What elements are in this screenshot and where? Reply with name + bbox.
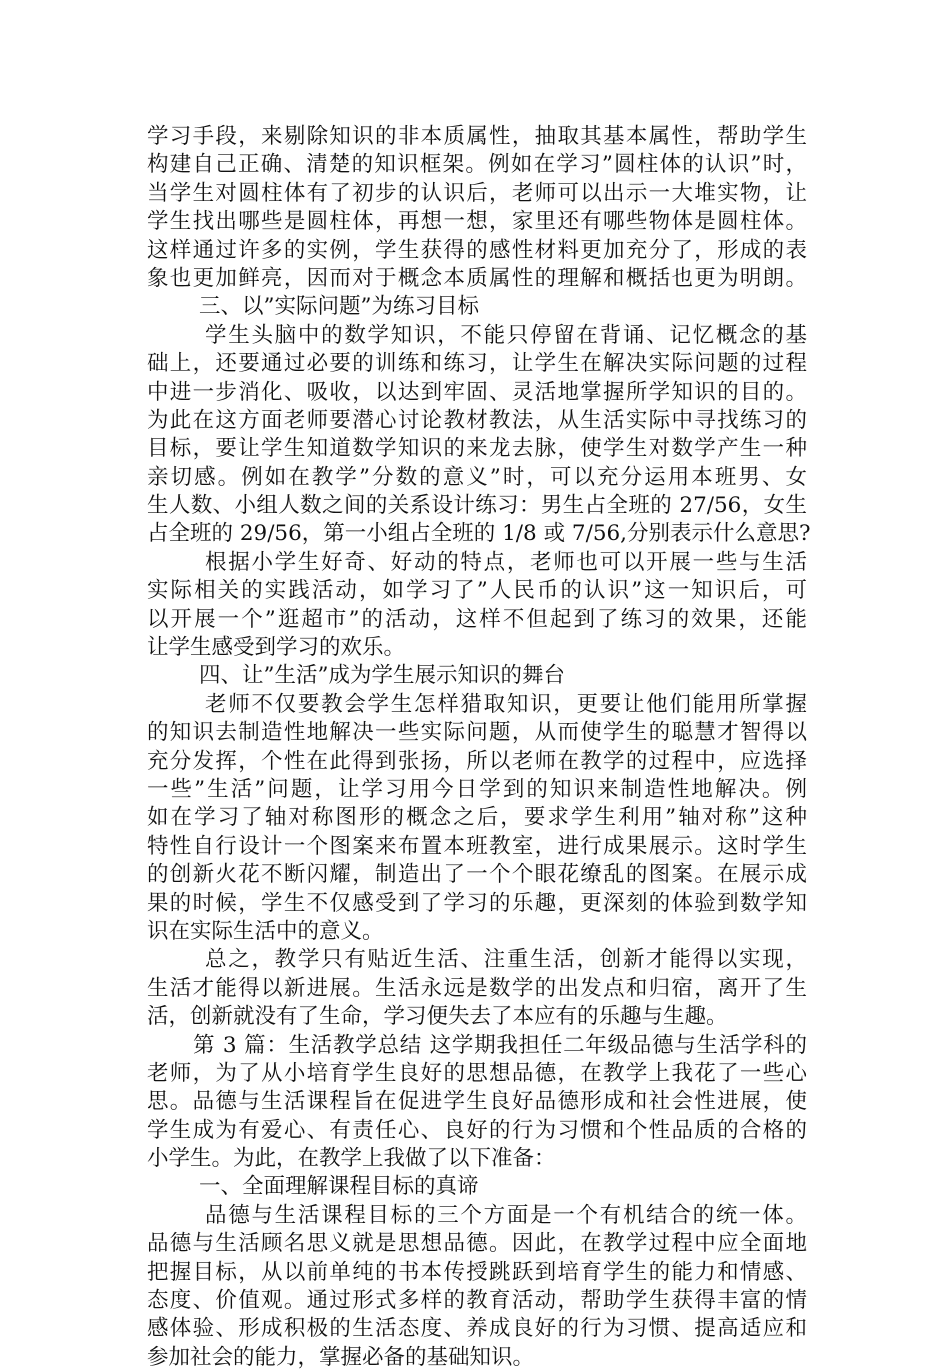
text-line: 把握目标，从以前单纯的书本传授跳跃到培育学生的能力和情感、	[147, 1259, 807, 1285]
text-line: 三、以”实际问题”为练习目标	[199, 294, 479, 320]
text-line: 感体验、形成积极的生活态度、养成良好的行为习惯、提高适应和	[147, 1316, 807, 1342]
text-line: 构建自己正确、清楚的知识框架。例如在学习”圆柱体的认识”时，	[147, 152, 807, 178]
text-line: 生人数、小组人数之间的关系设计练习：男生占全班的 27/56，女生	[147, 493, 807, 519]
text-line: 象也更加鲜亮，因而对于概念本质属性的理解和概括也更为明朗。	[147, 265, 807, 291]
text-line: 当学生对圆柱体有了初步的认识后，老师可以出示一大堆实物，让	[147, 180, 807, 206]
text-line: 一些”生活”问题，让学习用今日学到的知识来制造性地解决。例	[147, 776, 807, 802]
text-line: 生活才能得以新进展。生活永远是数学的出发点和归宿，离开了生	[147, 975, 807, 1001]
text-line: 第 3 篇：生活教学总结 这学期我担任二年级品德与生活学科的	[193, 1032, 807, 1058]
text-line: 思。品德与生活课程旨在促进学生良好品德形成和社会性进展，使	[147, 1089, 807, 1115]
text-line: 一、全面理解课程目标的真谛	[199, 1174, 479, 1200]
text-line: 品德与生活顾名思义就是思想品德。因此，在教学过程中应全面地	[147, 1231, 807, 1257]
text-line: 这样通过许多的实例，学生获得的感性材料更加充分了，形成的表	[147, 237, 807, 263]
text-line: 如在学习了轴对称图形的概念之后，要求学生利用”轴对称”这种	[147, 805, 807, 831]
text-line: 活，创新就没有了生命，学习便失去了本应有的乐趣与生趣。	[147, 1004, 728, 1030]
text-line: 学习手段，来剔除知识的非本质属性，抽取其基本属性，帮助学生	[147, 124, 807, 149]
text-line: 为此在这方面老师要潜心讨论教材教法，从生活实际中寻找练习的	[147, 407, 807, 433]
text-line: 品德与生活课程目标的三个方面是一个有机结合的统一体。	[205, 1202, 807, 1228]
text-line: 果的时候，学生不仅感受到了学习的乐趣，更深刻的体验到数学知	[147, 890, 807, 916]
text-line: 参加社会的能力，掌握必备的基础知识。	[147, 1344, 535, 1370]
text-line: 亲切感。例如在教学”分数的意义”时，可以充分运用本班男、女	[147, 464, 807, 490]
text-line: 小学生。为此，在教学上我做了以下准备：	[147, 1146, 556, 1172]
document-body	[147, 123, 811, 1372]
text-line: 实际相关的实践活动，如学习了”人民币的认识”这一知识后，可	[147, 578, 807, 604]
text-line: 老师不仅要教会学生怎样猎取知识，更要让他们能用所掌握	[205, 691, 807, 717]
text-line: 总之，教学只有贴近生活、注重生活，创新才能得以实现，	[205, 947, 807, 973]
text-line: 充分发挥，个性在此得到张扬，所以老师在教学的过程中，应选择	[147, 748, 807, 774]
text-line: 学生找出哪些是圆柱体，再想一想，家里还有哪些物体是圆柱体。	[147, 209, 807, 235]
text-line: 的知识去制造性地解决一些实际问题，从而使学生的聪慧才智得以	[147, 720, 807, 746]
text-line: 特性自行设计一个图案来布置本班教室，进行成果展示。这时学生	[147, 833, 807, 859]
text-line: 让学生感受到学习的欢乐。	[147, 635, 406, 661]
text-line: 的创新火花不断闪耀，制造出了一个个眼花缭乱的图案。在展示成	[147, 862, 807, 888]
text-line: 础上，还要通过必要的训练和练习，让学生在解决实际问题的过程	[147, 351, 807, 377]
text-line: 态度、价值观。通过形式多样的教育活动，帮助学生获得丰富的情	[147, 1288, 807, 1314]
text-line: 学生成为有爱心、有责任心、良好的行为习惯和个性品质的合格的	[147, 1117, 807, 1143]
text-line: 占全班的 29/56，第一小组占全班的 1/8 或 7/56,分别表示什么意思?	[147, 521, 811, 547]
text-line: 目标，要让学生知道数学知识的来龙去脉，使学生对数学产生一种	[147, 436, 807, 462]
text-line: 根据小学生好奇、好动的特点，老师也可以开展一些与生活	[205, 549, 807, 575]
text-line: 四、让”生活”成为学生展示知识的舞台	[199, 663, 565, 689]
text-line: 以开展一个”逛超市”的活动，这样不但起到了练习的效果，还能	[147, 606, 807, 632]
text-line: 老师，为了从小培育学生良好的思想品德，在教学上我花了一些心	[147, 1060, 807, 1086]
text-line: 中进一步消化、吸收，以达到牢固、灵活地掌握所学知识的目的。	[147, 379, 807, 405]
text-line: 学生头脑中的数学知识，不能只停留在背诵、记忆概念的基	[205, 322, 807, 348]
text-line: 识在实际生活中的意义。	[147, 918, 384, 944]
